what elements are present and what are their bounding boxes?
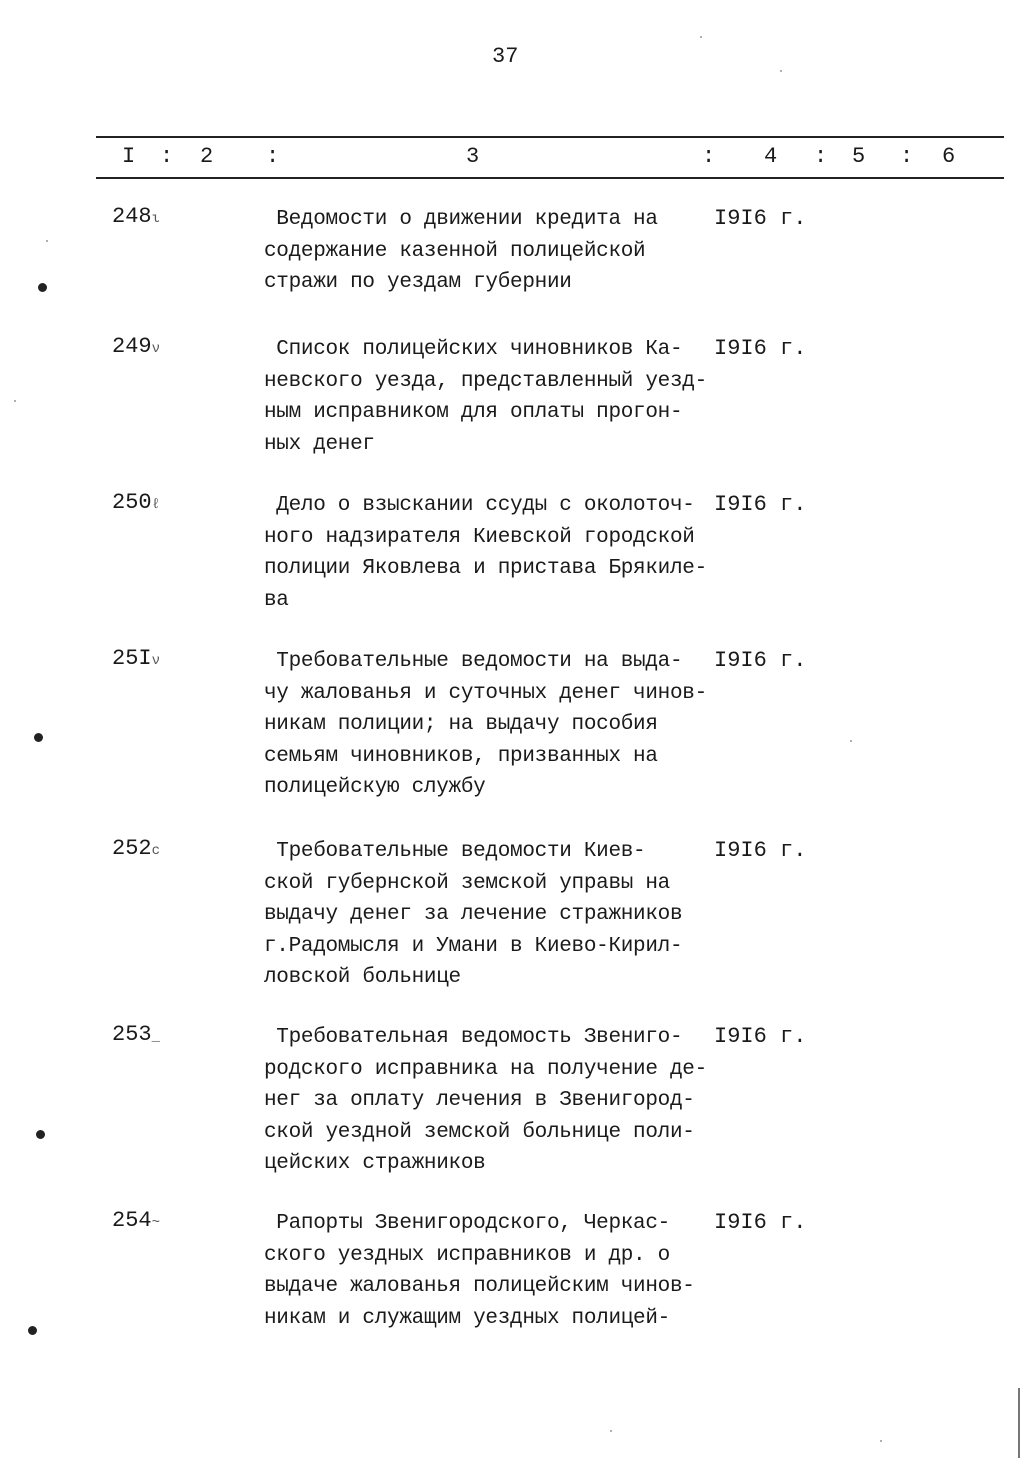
entry-line: ва	[264, 588, 289, 612]
entry-line: нег за оплату лечения в Звенигород-	[264, 1089, 695, 1112]
entry-description	[264, 490, 724, 616]
page-number: 37	[492, 44, 519, 69]
header-separator: :	[900, 144, 914, 169]
checkmark: _	[151, 1029, 161, 1045]
binding-hole	[38, 283, 47, 292]
scan-edge-mark	[1018, 1388, 1020, 1458]
entry-line: выдаче жалованья полицейским чинов-	[264, 1275, 695, 1298]
entry-line: Требовательная ведомость Звениго-	[264, 1026, 683, 1049]
entry-number	[112, 836, 160, 861]
entry-year: I9I6 г.	[714, 1210, 807, 1235]
header-rule-top	[96, 136, 1004, 138]
entry-year: I9I6 г.	[714, 648, 807, 673]
binding-hole	[28, 1326, 37, 1335]
entry-year: I9I6 г.	[714, 1024, 807, 1049]
entry-number	[112, 334, 160, 359]
entry-number-value: 250	[112, 490, 152, 515]
entry-line: никам полиции; на выдачу пособия	[264, 713, 658, 736]
entry-number	[112, 1208, 160, 1233]
entry-description	[264, 1022, 724, 1180]
entry-number-value: 249	[112, 334, 152, 359]
entry-number	[112, 490, 160, 515]
entry-year: I9I6 г.	[714, 336, 807, 361]
header-rule-bottom	[96, 177, 1004, 179]
header-separator: :	[160, 144, 174, 169]
entry-line: чу жалованья и суточных денег чинов-	[264, 681, 707, 705]
entry-line: ловской больнице	[264, 966, 461, 989]
entry-line: невского уезда, представленный уезд-	[264, 369, 707, 393]
entry-line: полиции Яковлева и пристава Брякиле-	[264, 557, 707, 580]
header-col-6: 6	[942, 144, 956, 169]
checkmark: ν	[151, 341, 161, 357]
entry-line: Рапорты Звенигородского, Черкас-	[264, 1212, 670, 1235]
entry-description	[264, 334, 724, 460]
entry-number-value: 248	[112, 204, 152, 229]
entry-number-value: 252	[112, 836, 152, 861]
checkmark: ℓ	[151, 497, 161, 513]
paper-speck	[850, 740, 852, 742]
entry-line: Требовательные ведомости Киев-	[264, 840, 646, 863]
entry-description	[264, 646, 724, 804]
checkmark: ι	[151, 211, 161, 227]
entry-description	[264, 204, 724, 299]
paper-speck	[46, 240, 48, 242]
header-col-4: 4	[764, 144, 778, 169]
entry-line: Требовательные ведомости на выда-	[264, 650, 683, 673]
header-separator: :	[814, 144, 828, 169]
entry-line: выдачу денег за лечение стражников	[264, 903, 683, 926]
entry-line: родского исправника на получение де-	[264, 1057, 707, 1081]
header-separator: :	[266, 144, 280, 169]
paper-speck	[780, 70, 782, 72]
entry-number	[112, 1022, 160, 1047]
entry-year: I9I6 г.	[714, 838, 807, 863]
entry-description	[264, 1208, 724, 1334]
entry-line: содержание казенной полицейской	[264, 239, 646, 263]
entry-line: цейских стражников	[264, 1152, 486, 1175]
entry-line: стражи по уездам губернии	[264, 271, 572, 294]
entry-line: ных денег	[264, 432, 375, 456]
entry-line: ного надзирателя Киевской городской	[264, 525, 695, 549]
entry-description	[264, 836, 724, 994]
header-col-3: 3	[466, 144, 480, 169]
entry-line: Дело о взыскании ссуды с околоточ-	[264, 494, 695, 517]
header-col-1: I	[122, 144, 136, 169]
header-col-2: 2	[200, 144, 214, 169]
entry-number-value: 254	[112, 1208, 152, 1233]
paper-speck	[610, 1430, 612, 1432]
entry-line: Список полицейских чиновников Ка-	[264, 338, 683, 361]
entry-line: семьям чиновников, призванных на	[264, 744, 658, 768]
entry-number-value: 253	[112, 1022, 152, 1047]
entry-year: I9I6 г.	[714, 206, 807, 231]
entry-number-value: 25I	[112, 646, 152, 671]
entry-number	[112, 646, 160, 671]
paper-speck	[700, 36, 702, 38]
entry-line: г.Радомысля и Умани в Киево-Кирил-	[264, 934, 683, 958]
checkmark: ~	[151, 1215, 161, 1231]
entry-line: ской губернской земской управы на	[264, 871, 670, 895]
header-col-5: 5	[852, 144, 866, 169]
entry-line: никам и служащим уездных полицей-	[264, 1306, 670, 1330]
paper-speck	[880, 1440, 882, 1442]
entry-line: ского уездных исправников и др. о	[264, 1243, 670, 1267]
header-separator: :	[702, 144, 716, 169]
entry-line: полицейскую службу	[264, 776, 486, 799]
entry-number	[112, 204, 160, 229]
checkmark: c	[151, 843, 161, 859]
entry-line: ным исправником для оплаты прогон-	[264, 401, 683, 424]
binding-hole	[36, 1130, 45, 1139]
entry-line: Ведомости о движении кредита на	[264, 208, 658, 231]
paper-speck	[14, 400, 16, 402]
checkmark: ν	[151, 653, 161, 669]
entry-line: ской уездной земской больнице поли-	[264, 1120, 695, 1144]
binding-hole	[34, 733, 43, 742]
entry-year: I9I6 г.	[714, 492, 807, 517]
